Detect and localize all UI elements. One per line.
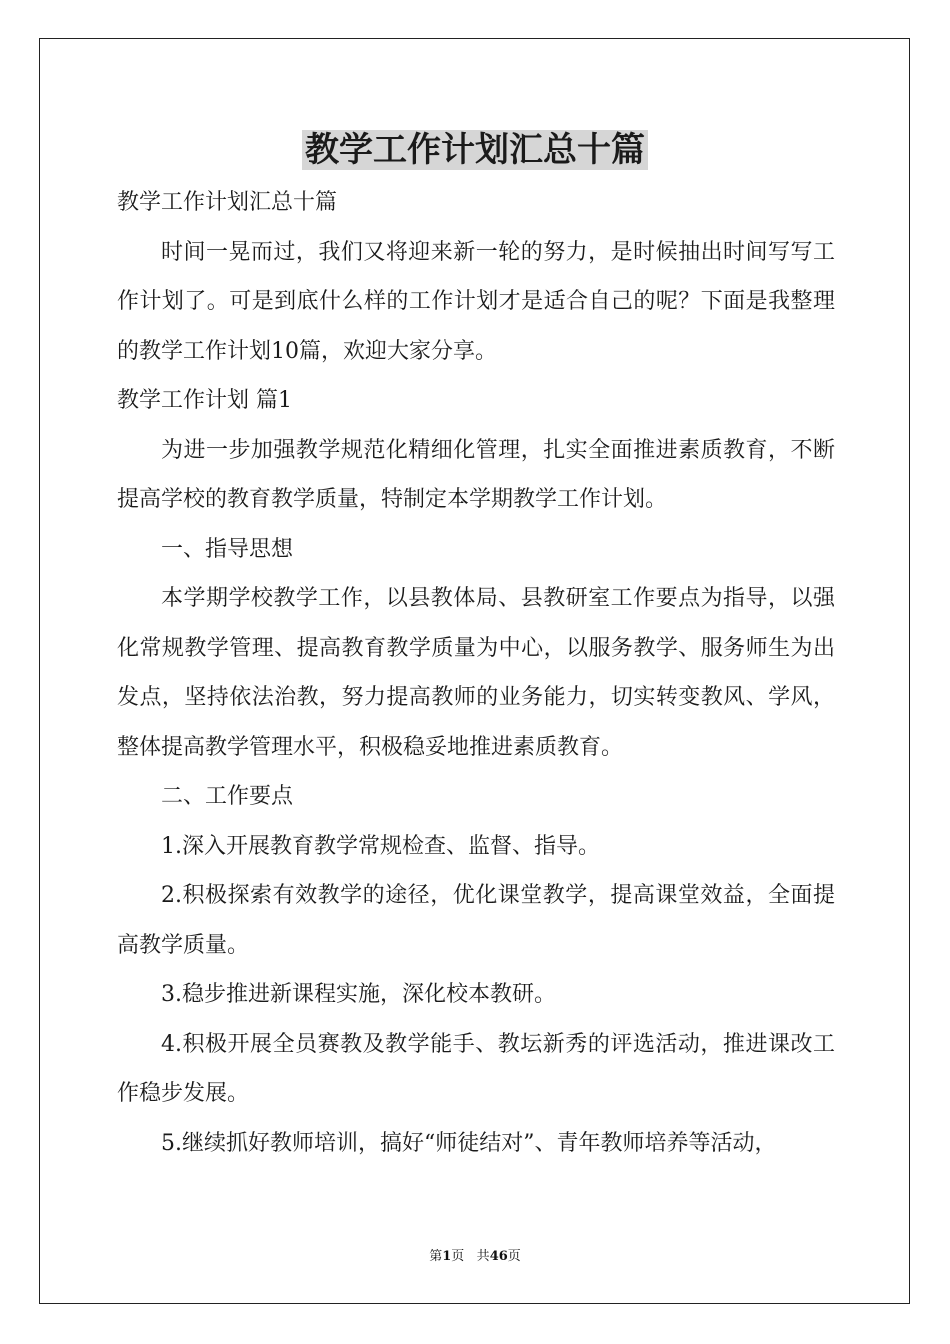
section-heading-plan-1: 教学工作计划 篇1 [117,388,292,413]
footer-page-prefix: 第 [429,1249,443,1264]
paragraph-subtitle: 教学工作计划汇总十篇 [117,190,338,215]
heading-guiding-ideology: 一、指导思想 [161,536,294,562]
list-item-3: 3.稳步推进新课程实施，深化校本教研。 [161,982,556,1007]
list-item-4: 4.积极开展全员赛教及教学能手、教坛新秀的评选活动，推进课改工作稳步发展。 [117,1031,835,1106]
footer-page-number: 1 [442,1249,452,1264]
paragraph-plan-purpose: 为进一步加强教学规范化精细化管理，扎实全面推进素质教育，不断提高学校的教育教学质量，特制定本学期教学工作计划。 [117,437,835,512]
document-title-text: 教学工作计划汇总十篇 [302,130,648,170]
footer-page-suffix: 页 [451,1249,465,1264]
list-item-1: 1.深入开展教育教学常规检查、监督、指导。 [161,833,600,859]
list-item-5: 5.继续抓好教师培训，搞好“师徒结对”、青年教师培养等活动， [161,1130,777,1156]
heading-work-points: 二、工作要点 [161,784,294,809]
document-body [117,178,835,1168]
footer-total-pages: 46 [489,1249,508,1264]
footer-total-prefix: 共 [476,1249,490,1264]
paragraph-intro: 时间一晃而过，我们又将迎来新一轮的努力，是时候抽出时间写写工作计划了。可是到底什么样的工作计划才是适合自己的呢？下面是我整理的教学工作计划10篇，欢迎大家分享。 [117,239,835,364]
paragraph-guiding-ideology: 本学期学校教学工作，以县教体局、县教研室工作要点为指导，以强化常规教学管理、提高教育教学质量为中心，以服务教学、服务师生为出发点，坚持依法治教，努力提高教师的业务能力，切实转变教风、学风，整体提高教学管理水平，积极稳妥地推进素质教育。 [117,586,835,760]
list-item-2: 2.积极探索有效教学的途径，优化课堂教学，提高课堂效益，全面提高教学质量。 [117,883,835,958]
document-title [0,130,950,170]
page-footer [0,1248,950,1266]
footer-total-suffix: 页 [507,1249,521,1264]
